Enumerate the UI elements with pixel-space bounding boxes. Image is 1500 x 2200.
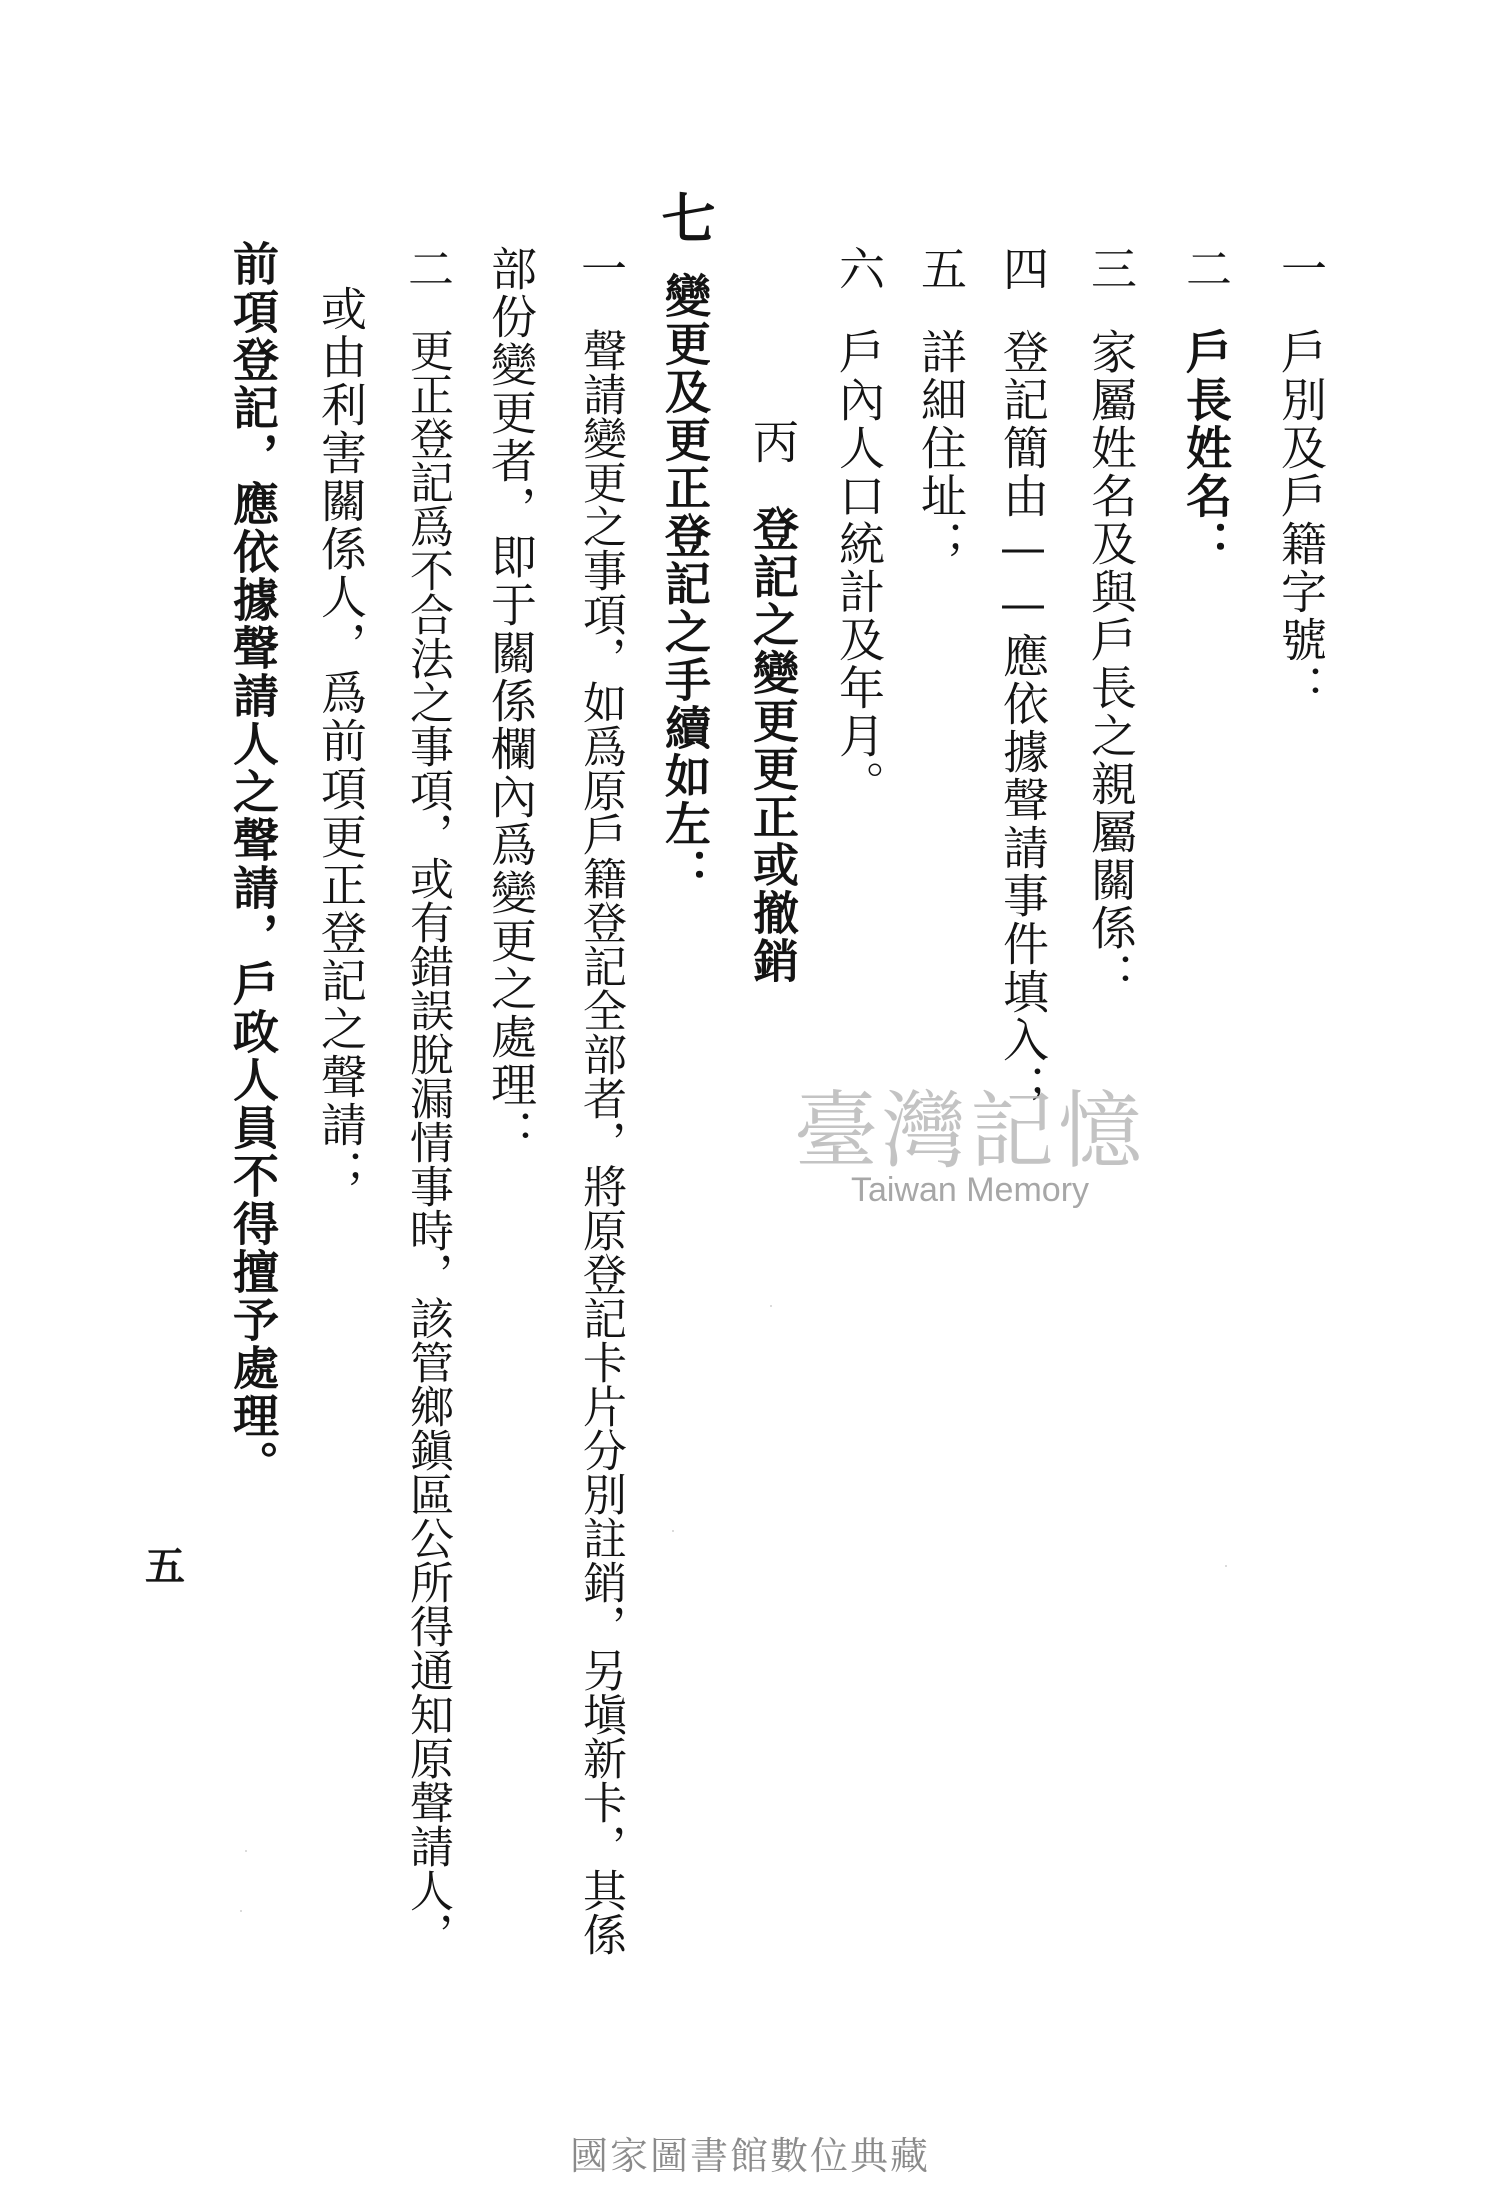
item-3-text: 家屬姓名及與戶長之親屬關係： (1084, 328, 1138, 1000)
item-4-number: 四 (996, 245, 1050, 291)
clause-2-number: 二 (401, 245, 455, 291)
scan-speck (240, 1910, 242, 1912)
footer-credit: 國家圖書館數位典藏 (569, 2134, 930, 2178)
closing-paragraph: 前項登記，應依據聲請人之聲請，戶政人員不得擅予處理。 (226, 240, 280, 1488)
page-number: 五 (145, 1543, 185, 1590)
scan-speck (1225, 1565, 1227, 1567)
clause-1-number: 一 (574, 245, 628, 291)
item-1-number: 一 (1274, 245, 1328, 291)
scan-speck (770, 1305, 772, 1307)
item-3-number: 三 (1084, 245, 1138, 291)
section-7-number: 七 (653, 190, 717, 244)
clause-2-line-2: 或由利害關係人，爲前項更正登記之聲請； (314, 285, 368, 1197)
watermark-chinese: 臺灣記憶 (793, 1082, 1146, 1180)
item-4-text: 登記簡由——應依據聲請事件填入； (996, 328, 1050, 1112)
item-1-text: 戶別及戶籍字號： (1274, 328, 1328, 712)
watermark-english: Taiwan Memory (850, 1171, 1090, 1210)
item-6-number: 六 (832, 245, 886, 291)
clause-1-line-2: 部份變更者，即于關係欄內爲變更之處理： (484, 245, 538, 1157)
clause-1-line-1: 聲請變更之事項，如爲原戶籍登記全部者，將原登記卡片分別註銷，另塡新卡，其係 (575, 328, 626, 1956)
watermark (730, 1082, 1210, 1245)
item-2-text: 戶長姓名： (1179, 328, 1233, 568)
subsection-label: 丙 (746, 418, 800, 464)
clause-2-line-1: 更正登記爲不合法之事項，或有錯誤脫漏情事時，該管鄉鎭區公所得通知原聲請人， (402, 328, 453, 1956)
item-5-number: 五 (914, 245, 968, 291)
item-6-text: 戶內人口統計及年月。 (832, 328, 886, 808)
scan-speck (672, 1530, 674, 1532)
section-7-title: 變更及更正登記之手續如左： (658, 272, 712, 896)
item-5-text: 詳細住址； (914, 328, 968, 568)
item-2-number: 二 (1179, 245, 1233, 291)
subsection-title: 登記之變更更正或撤銷 (746, 505, 800, 985)
scan-speck (245, 1850, 247, 1852)
